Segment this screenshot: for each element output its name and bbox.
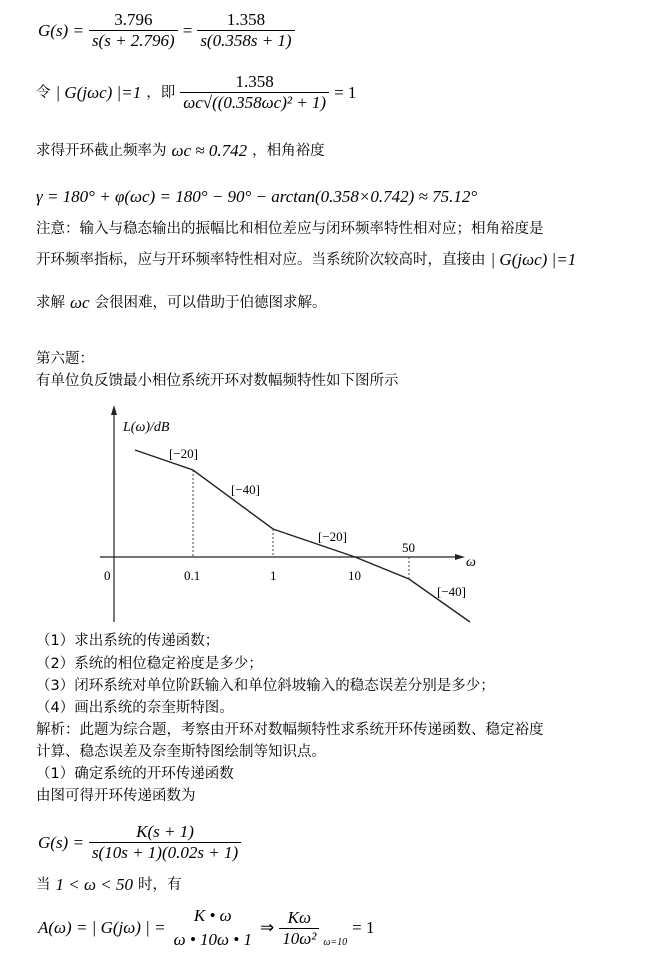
question-4: （4）画出系统的奈奎斯特图。 <box>36 700 234 716</box>
analysis-line-1: 解析：此题为综合题，考察由开环对数幅频特性求系统开环传递函数、稳定裕度 <box>36 722 544 738</box>
frac3-rhs: = 1 <box>334 82 357 102</box>
implies-symbol: ⇒ <box>260 918 275 937</box>
fraction-6 <box>279 908 319 949</box>
x-tick-1: 1 <box>270 568 277 583</box>
gs-lhs: G(s) = <box>38 20 84 40</box>
phase-margin-formula: γ = 180° + φ(ωc) = 180° − 90° − arctan(0.358×0.742) ≈ 75.12° <box>36 187 478 206</box>
denominator: s(s + 2.796) <box>89 30 178 51</box>
when-suffix: 时，有 <box>137 877 182 893</box>
numerator: 3.796 <box>114 10 153 29</box>
y-axis-label: L(ω)/dB <box>123 420 170 435</box>
denominator: ω • 10ω • 1 <box>173 930 252 949</box>
amplitude-formula <box>38 904 375 952</box>
numerator: K(s + 1) <box>136 822 194 841</box>
numerator: K • ω <box>193 906 232 925</box>
x-axis-label: ω <box>466 555 476 570</box>
analysis-line-2: 计算、稳态误差及奈奎斯特图绘制等知识点。 <box>36 744 326 760</box>
note-line-1: 注意：输入与稳态输出的振幅比和相位差应与闭环频率特性相对应；相角裕度是 <box>36 221 544 237</box>
question-1: （1）求出系统的传递函数； <box>36 633 220 649</box>
formula-gs-open-loop <box>38 822 241 863</box>
a-lhs: A(ω) = | G(jω) | = <box>38 918 166 937</box>
crossover-suffix: ，相角裕度 <box>252 143 325 159</box>
equals: = <box>182 20 193 40</box>
asymptote-curve <box>135 450 470 622</box>
let-mid: ，即 <box>146 84 176 101</box>
slope-label: [−40] <box>437 584 466 599</box>
when-prefix: 当 <box>36 877 51 893</box>
note-line-3-prefix: 求解 <box>36 295 65 311</box>
y-axis-arrow-icon <box>111 405 117 415</box>
fraction-4 <box>89 822 241 863</box>
question-3: （3）闭环系统对单位阶跃输入和单位斜坡输入的稳态误差分别是多少； <box>36 678 495 694</box>
problem-title: 第六题： <box>36 351 94 367</box>
note-line-3-expr: ωc <box>70 293 90 312</box>
slope-label: [−20] <box>169 446 198 461</box>
corner-label-50: 50 <box>402 540 415 555</box>
when-line <box>36 876 181 894</box>
let-prefix: 令 <box>36 84 51 101</box>
fraction-5 <box>171 904 255 952</box>
step-1-text: 由图可得开环传递函数为 <box>36 788 196 804</box>
crossover-text: 求得开环截止频率为 <box>36 143 167 159</box>
denominator: ωc√((0.358ωc)² + 1) <box>180 92 329 113</box>
numerator: 1.358 <box>226 10 266 29</box>
origin-label: 0 <box>104 568 111 583</box>
x-tick-0.1: 0.1 <box>184 568 201 583</box>
crossover-expr: ωc ≈ 0.742 <box>171 141 248 160</box>
note-line-2-expr: | G(jωc) |=1 <box>490 250 577 269</box>
let-expr: | G(jωc) |=1 <box>55 82 142 102</box>
slope-label: [−20] <box>318 529 347 544</box>
gs2-lhs: G(s) = <box>38 832 84 852</box>
denominator: 10ω² <box>279 928 319 949</box>
numerator: Kω <box>287 907 311 927</box>
note-line-2: 开环频率指标，应与开环频率特性相对应。当系统阶次较高时，直接由 <box>36 252 486 268</box>
frac6-rhs: = 1 <box>352 918 375 937</box>
evaluation-subscript: ω=10 <box>323 937 348 948</box>
when-expr: 1 < ω < 50 <box>55 875 133 894</box>
step-1-heading: （1）确定系统的开环传递函数 <box>36 766 234 782</box>
slope-label: [−40] <box>231 482 260 497</box>
numerator: 1.358 <box>235 72 274 91</box>
x-axis-arrow-icon <box>455 554 465 560</box>
x-tick-10: 10 <box>348 568 361 583</box>
question-2: （2）系统的相位稳定裕度是多少； <box>36 656 263 672</box>
problem-intro: 有单位负反馈最小相位系统开环对数幅频特性如下图所示 <box>36 373 399 389</box>
denominator: s(0.358s + 1) <box>197 30 294 51</box>
note-line-3-suffix: 会很困难，可以借助于伯德图求解。 <box>94 295 327 311</box>
denominator: s(10s + 1)(0.02s + 1) <box>89 842 241 863</box>
